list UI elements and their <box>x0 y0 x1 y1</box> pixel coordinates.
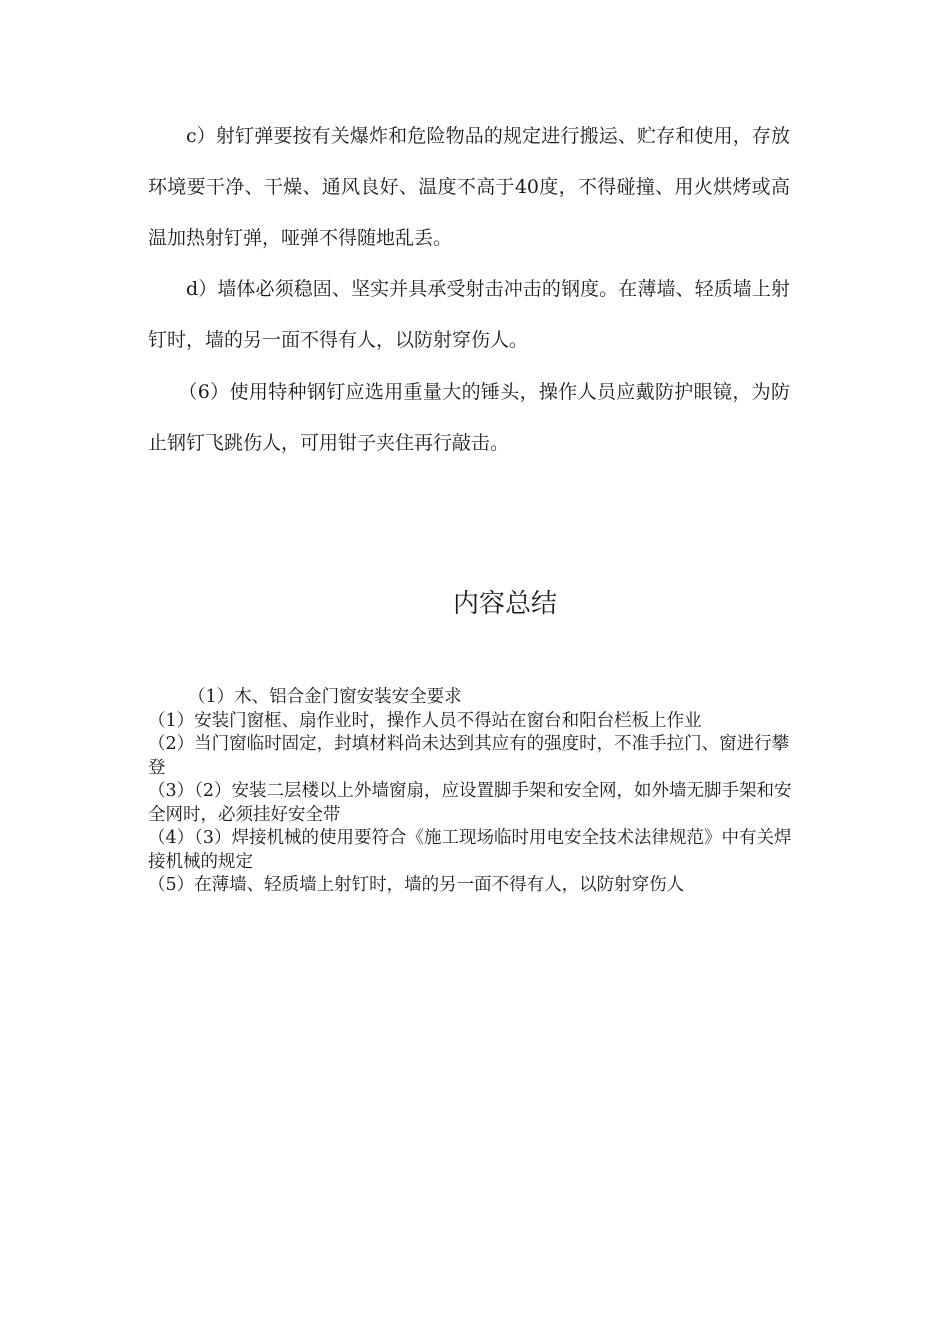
summary-item: （5）在薄墙、轻质墙上射钉时，墙的另一面不得有人，以防射穿伤人 <box>148 875 685 895</box>
summary-item: （2）当门窗临时固定，封填材料尚未达到其应有的强度时，不准手拉门、窗进行攀登 <box>148 734 790 778</box>
paragraph-c: c）射钉弹要按有关爆炸和危险物品的规定进行搬运、贮存和使用，存放环境要干净、干燥、通风良好、温度不高于40度，不得碰撞、用火烘烤或高温加热射钉弹，哑弹不得随地乱丢。 <box>148 125 790 249</box>
summary-heading: （1）木、铝合金门窗安装安全要求 <box>188 687 462 707</box>
summary-title: 内容总结 <box>452 589 557 619</box>
summary-item: （4）（3）焊接机械的使用要符合《施工现场临时用电安全技术法律规范》中有关焊接机械的规定 <box>148 828 792 872</box>
paragraph-d: d）墙体必须稳固、坚实并具承受射击冲击的钢度。在薄墙、轻质墙上射钉时，墙的另一面不得有人，以防射穿伤人。 <box>148 278 790 351</box>
summary-item: （3）（2）安装二层楼以上外墙窗扇，应设置脚手架和安全网，如外墙无脚手架和安全网时，必须挂好安全带 <box>148 781 792 825</box>
summary-section <box>148 686 796 898</box>
paragraph-6: （6）使用特种钢钉应选用重量大的锤头，操作人员应戴防护眼镜，为防止钢钉飞跳伤人，可用钳子夹住再行敲击。 <box>148 381 790 454</box>
summary-item: （1）安装门窗框、扇作业时，操作人员不得站在窗台和阳台栏板上作业 <box>148 710 702 731</box>
